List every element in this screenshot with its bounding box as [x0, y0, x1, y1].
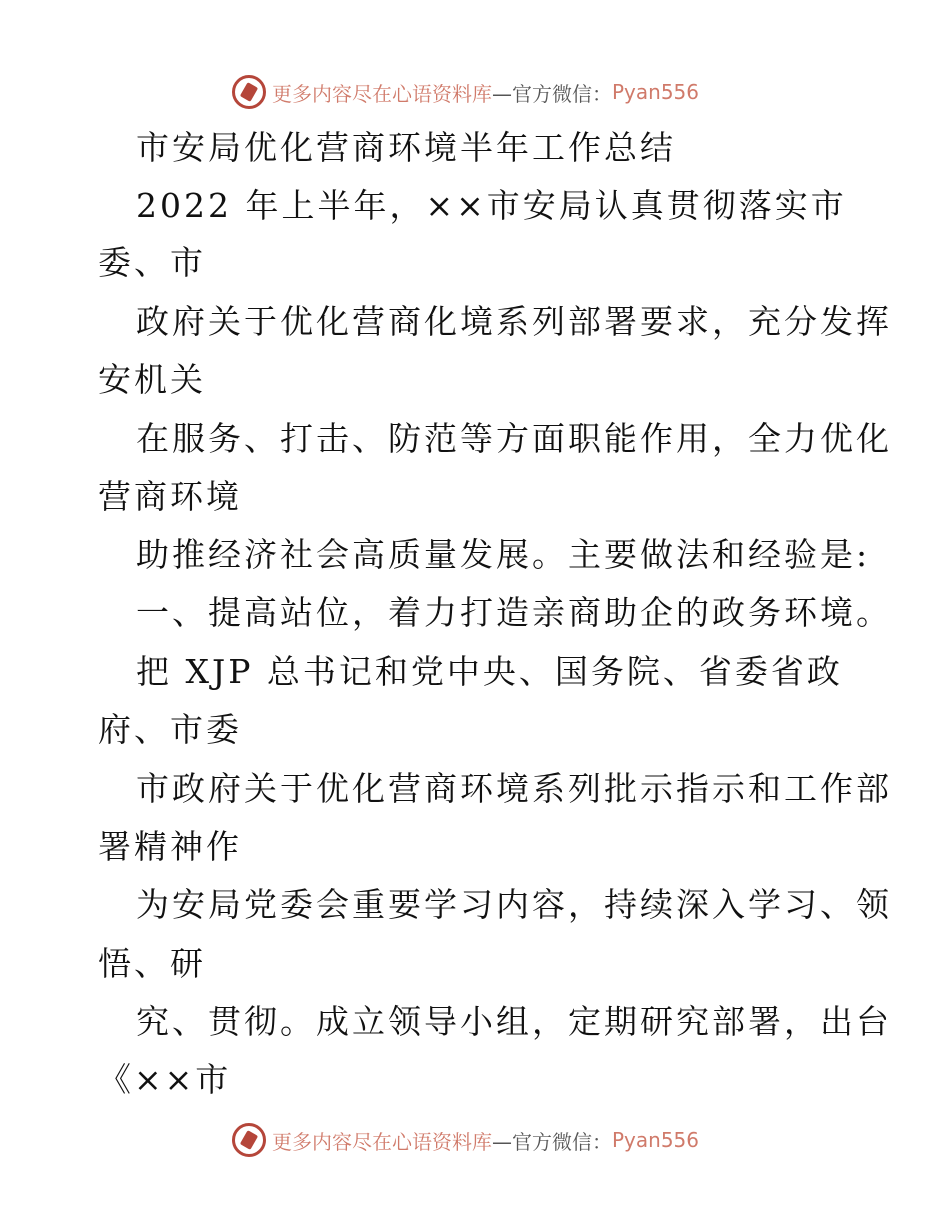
text-line: 委、市: [98, 243, 206, 282]
text-line: 把 XJP 总书记和党中央、国务院、省委省政: [136, 652, 843, 691]
text-line: 府、市委: [98, 710, 242, 749]
watermark-text: 更多内容尽在心语资料库: [272, 81, 492, 106]
text-line: 署精神作: [98, 827, 242, 866]
text-line: 为安局党委会重要学习内容，持续深入学习、领: [136, 885, 892, 924]
watermark-wechat-label: —官方微信：: [492, 1129, 612, 1154]
text-line: 政府关于优化营商化境系列部署要求，充分发挥: [136, 302, 892, 341]
text-line: 安机关: [98, 360, 206, 399]
watermark-wechat-id: Pyan556: [612, 80, 700, 104]
section-heading: 一、提高站位，着力打造亲商助企的政务环境。: [136, 593, 892, 632]
footer-watermark: [232, 1120, 699, 1160]
text-line: 营商环境: [98, 477, 242, 516]
pen-logo-icon: [232, 1123, 266, 1157]
text-line: 究、贯彻。成立领导小组，定期研究部署，出台: [136, 1002, 892, 1041]
watermark-wechat-label: —官方微信：: [492, 81, 612, 106]
watermark-wechat-id: Pyan556: [612, 1128, 700, 1152]
text-line: 在服务、打击、防范等方面职能作用，全力优化: [136, 419, 892, 458]
text-line: 悟、研: [98, 944, 206, 983]
text-line: 《××市: [98, 1060, 232, 1099]
pen-logo-icon: [232, 75, 266, 109]
header-watermark: [232, 72, 699, 112]
watermark-text: 更多内容尽在心语资料库: [272, 1129, 492, 1154]
document-title: 市安局优化营商环境半年工作总结: [136, 128, 676, 167]
text-line: 2022 年上半年，××市安局认真贯彻落实市: [136, 186, 847, 225]
text-line: 助推经济社会高质量发展。主要做法和经验是:: [136, 535, 871, 574]
text-line: 市政府关于优化营商环境系列批示指示和工作部: [136, 769, 892, 808]
